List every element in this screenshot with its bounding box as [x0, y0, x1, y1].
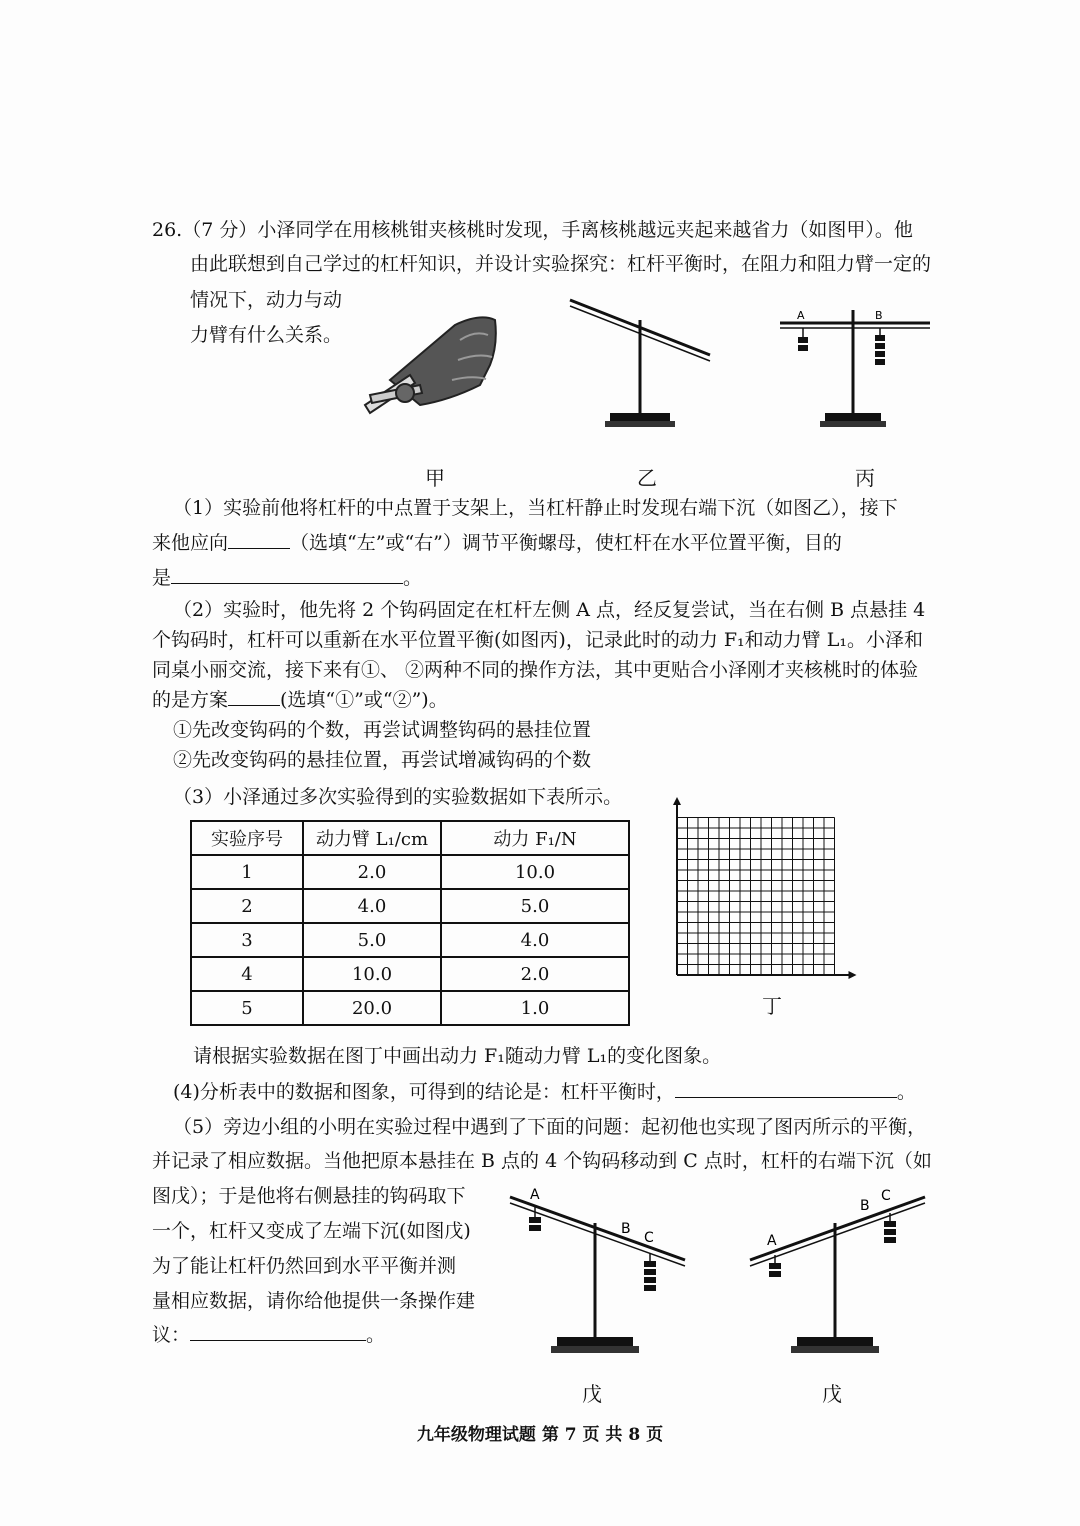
part1-blank-direction[interactable]	[228, 530, 290, 549]
caption-wu-left: 戊	[582, 1382, 602, 1406]
wu-right-label-c: C	[881, 1188, 891, 1204]
table-cell: 10.0	[303, 957, 441, 991]
table-cell: 2.0	[441, 957, 629, 991]
figure-bing-lever-balanced	[775, 305, 935, 435]
question-score: （7 分）	[182, 219, 258, 241]
question-intro-3: 情况下，动力与动	[190, 289, 343, 311]
table-cell: 2.0	[303, 855, 441, 889]
figure-ding-graph-grid[interactable]	[665, 795, 860, 985]
part4-blank-conclusion[interactable]	[675, 1079, 897, 1098]
table-row	[191, 991, 629, 1025]
question-intro-4: 力臂有什么关系。	[190, 324, 343, 346]
part5-line-1: （5）旁边小组的小明在实验过程中遇到了下面的问题：起初他也实现了图丙所示的平衡，	[173, 1116, 927, 1138]
part2-blank-plan[interactable]	[228, 687, 280, 706]
part1-blank-purpose[interactable]	[171, 565, 403, 584]
caption-ding: 丁	[762, 994, 782, 1018]
part3-intro: （3）小泽通过多次实验得到的实验数据如下表所示。	[173, 786, 623, 808]
wu-left-label-b: B	[621, 1221, 631, 1237]
table-row	[191, 889, 629, 923]
part1-line-1: （1）实验前他将杠杆的中点置于支架上，当杠杆静止时发现右端下沉（如图乙），接下	[173, 497, 898, 519]
figure-yi-lever-tilted	[565, 295, 715, 435]
figure-wu-right-left-down	[745, 1185, 935, 1360]
question-intro-2: 由此联想到自己学过的杠杆知识，并设计实验探究：杠杆平衡时，在阻力和阻力臂一定的	[190, 253, 932, 275]
question-intro-1: 小泽同学在用核桃钳夹核桃时发现，手离核桃越远夹起来越省力（如图甲）。他	[257, 219, 913, 241]
part1-line-3: 是 。	[152, 567, 423, 589]
bing-label-a: A	[797, 309, 805, 322]
table-cell: 4.0	[303, 889, 441, 923]
part5-line-6: 量相应数据，请你给他提供一条操作建	[152, 1290, 476, 1312]
part5-line-4: 一个，杠杆又变成了左端下沉(如图戊)	[152, 1220, 471, 1242]
table-header: 实验序号	[191, 821, 303, 855]
table-cell: 5.0	[303, 923, 441, 957]
table-cell: 4.0	[441, 923, 629, 957]
table-cell: 5	[191, 991, 303, 1025]
table-cell: 5.0	[441, 889, 629, 923]
part2-line-4: 的是方案 (选填“①”或“②”)。	[152, 689, 448, 711]
part2-line-3: 同桌小丽交流，接下来有①、 ②两种不同的操作方法，其中更贴合小泽刚才夹核桃时的体验	[152, 659, 919, 681]
question-number: 26.	[152, 219, 183, 241]
wu-left-label-a: A	[530, 1187, 540, 1203]
figure-wu-left-right-down	[505, 1185, 695, 1360]
x-axis-arrow	[849, 971, 857, 979]
wu-right-label-a: A	[767, 1233, 777, 1249]
figure-jia-nutcracker	[360, 305, 520, 420]
caption-bing: 丙	[855, 466, 875, 490]
caption-wu-right: 戊	[822, 1382, 842, 1406]
table-cell: 3	[191, 923, 303, 957]
table-cell: 1	[191, 855, 303, 889]
wu-left-label-c: C	[644, 1230, 654, 1246]
y-axis-arrow	[673, 797, 681, 805]
table-header: 动力 F₁/N	[441, 821, 629, 855]
part2-line-1: （2）实验时，他先将 2 个钩码固定在杠杆左侧 A 点，经反复尝试，当在右侧 B 点悬挂 4	[173, 599, 926, 621]
part5-line-7: 议： 。	[152, 1324, 386, 1346]
part2-option-2: ②先改变钩码的悬挂位置，再尝试增减钩码的个数	[173, 749, 592, 771]
part2-line-2: 个钩码时，杠杆可以重新在水平位置平衡(如图丙)，记录此时的动力 F₁和动力臂 L₁。小泽和	[152, 629, 923, 651]
table-header: 动力臂 L₁/cm	[303, 821, 441, 855]
table-row	[191, 957, 629, 991]
part4-line: (4)分析表中的数据和图象，可得到的结论是：杠杆平衡时， 。	[173, 1081, 916, 1103]
table-header-row	[191, 821, 629, 855]
part5-line-2: 并记录了相应数据。当他把原本悬挂在 B 点的 4 个钩码移动到 C 点时，杠杆的右端下沉（如	[152, 1150, 932, 1172]
wu-right-label-b: B	[860, 1198, 870, 1214]
table-row	[191, 855, 629, 889]
table-cell: 2	[191, 889, 303, 923]
data-table	[190, 820, 630, 1026]
caption-jia: 甲	[425, 466, 445, 490]
table-cell: 10.0	[441, 855, 629, 889]
bing-label-b: B	[875, 309, 883, 322]
page-footer: 九年级物理试题 第 7 页 共 8 页	[416, 1425, 664, 1445]
part3-instruction: 请根据实验数据在图丁中画出动力 F₁随动力臂 L₁的变化图象。	[193, 1045, 722, 1067]
part5-blank-suggestion[interactable]	[190, 1322, 366, 1341]
part5-line-5: 为了能让杠杆仍然回到水平平衡并测	[152, 1255, 457, 1277]
table-cell: 4	[191, 957, 303, 991]
table-cell: 20.0	[303, 991, 441, 1025]
table-row	[191, 923, 629, 957]
part2-option-1: ①先改变钩码的个数，再尝试调整钩码的悬挂位置	[173, 719, 592, 741]
table-cell: 1.0	[441, 991, 629, 1025]
question-line-1	[152, 217, 913, 243]
caption-yi: 乙	[637, 466, 657, 490]
part5-line-3: 图戊）；于是他将右侧悬挂的钩码取下	[152, 1185, 466, 1207]
part1-line-2: 来他应向 （选填“左”或“右”）调节平衡螺母，使杠杆在水平位置平衡，目的	[152, 532, 842, 554]
